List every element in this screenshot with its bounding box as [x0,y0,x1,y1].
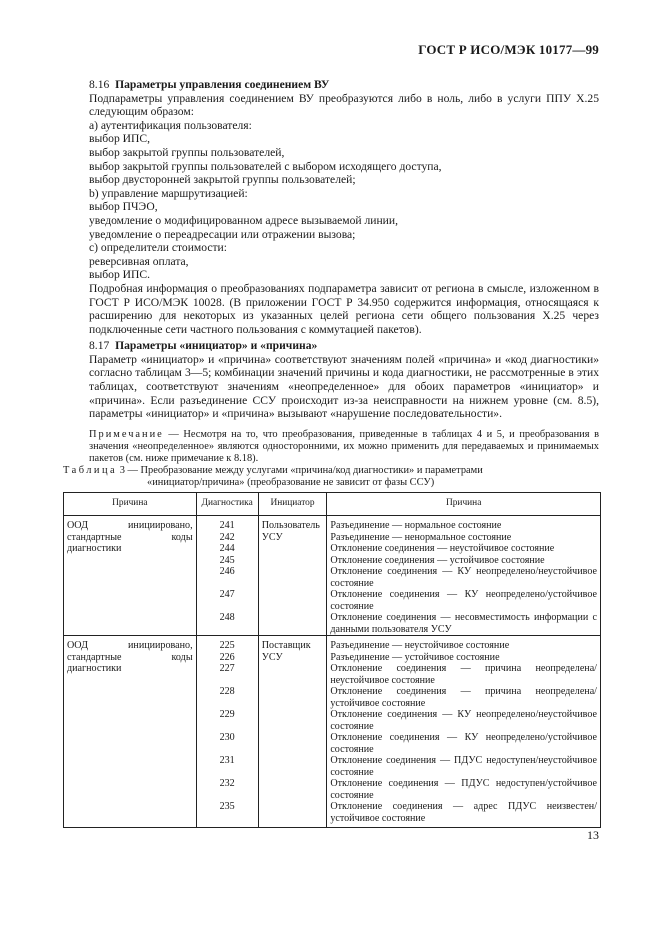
table-caption [63,465,603,489]
diagnostic-code: 245 [219,554,235,566]
table-caption-line1: 3 — Преобразование между услугами «причина/код диагностики» и параметрами [117,465,483,476]
diagnostic-code: 235 [219,801,235,812]
section-number: 8.16 [89,78,110,91]
table-row [64,636,601,828]
list-item: выбор закрытой группы пользователей с выбором исходящего доступа, [89,159,442,173]
diagnostic-code: 231 [219,755,235,766]
cause-cell: ООД инициировано, стандартные коды диагностики [64,516,197,636]
document-header: ГОСТ Р ИСО/МЭК 10177—99 [418,42,599,57]
section-8-16-heading [89,78,599,92]
diagnostic-code [200,721,255,733]
list-item: выбор двусторонней закрытой группы пользователей; [89,173,356,187]
note-label: Примечание [89,428,164,440]
diagnostic-code: 247 [219,589,235,600]
list-item: с) определители стоимости: [89,241,227,255]
list-item: уведомление о модифицированном адресе вызываемой линии, [89,213,398,227]
reason-entry: Отклонение соединения — несовместимость информации с данными пользователя УСУ [330,612,597,635]
section-8-17-heading [89,339,599,353]
diagnostic-code: 229 [219,709,235,720]
reason-entry: Отклонение соединения — причина неопределена/устойчивое состояние [330,686,597,709]
column-header: Диагностика [196,493,258,516]
table-label: Таблица [63,465,118,476]
note-text: — Несмотря на то, что преобразования, приведенные в таблицах 4 и 5, и преобразования в значения «неопределенное» являются односторонними, их можно применить для передаваемых и принимаемых пакетов (см. ниже примечание к 8.18). [89,428,599,465]
table-caption-line2: «инициатор/причина» (преобразование не зависит от фазы ССУ) [147,477,435,488]
note [89,429,599,466]
reason-entry: Отклонение соединения — КУ неопределено/устойчивое состояние [330,589,597,612]
section-8-16-detail: Подробная информация о преобразованиях подпараметра зависит от региона в смысле, изложенном в ГОСТ Р ИСО/МЭК 10028. (В приложении ГОСТ Р 34.950 содержится информация, относящаяся к расширению для некоторых из указанных целей региона сети общего пользования Х.25 через подключенные сети частного пользования с коммутацией пакетов). [89,281,599,336]
reason-entry: Отклонение соединения — ПДУС недоступен/неустойчивое состояние [330,755,597,778]
list-item: выбор ИПС. [89,268,151,282]
diagnostic-code [200,675,255,687]
section-title: Параметры «инициатор» и «причина» [115,339,318,353]
reason-entry: Разъединение — нормальное состояние [330,520,502,531]
reason-entry: Отклонение соединения — адрес ПДУС неизвестен/устойчивое состояние [330,801,597,824]
reason-entry: Разъединение — неустойчивое состояние [330,640,510,651]
reasons-cell [327,636,601,828]
codes-cell [196,516,258,636]
reason-entry: Отклонение соединения — неустойчивое состояние [330,543,555,554]
diagnostic-code: 227 [219,663,235,674]
page-number: 13 [587,828,599,842]
list-item: реверсивная оплата, [89,254,189,268]
list-item: выбор ИПС, [89,132,151,146]
column-header: Причина [327,493,601,516]
section-8-16-intro: Подпараметры управления соединением ВУ преобразуются либо в ноль, либо в услуги ППУ Х.25 следующим образом: [89,91,599,119]
diagnostic-code: 241 [219,520,235,531]
reason-entry: Отклонение соединения — устойчивое состояние [330,554,545,566]
diagnostic-code [200,790,255,802]
section-8-16-list [89,119,599,282]
diagnostic-code: 225 [219,640,235,651]
diagnostic-code [200,698,255,710]
reason-entry: Отклонение соединения — КУ неопределено/неустойчивое состояние [330,566,597,589]
reason-entry: Разъединение — ненормальное состояние [330,531,512,543]
diagnostic-code [200,767,255,779]
column-header: Инициатор [258,493,327,516]
list-item: выбор закрытой группы пользователей, [89,145,285,159]
list-item: b) управление маршрутизацией: [89,186,248,200]
codes-cell [196,636,258,828]
diagnostic-code [200,813,255,825]
list-item: выбор ПЧЭО, [89,200,158,214]
reasons-cell [327,516,601,636]
conversion-table [63,492,601,828]
list-item: уведомление о переадресации или отражении вызова; [89,227,356,241]
column-header: Причина [64,493,197,516]
table-row [64,516,601,636]
section-title: Параметры управления соединением ВУ [115,78,330,91]
initiator-cell: Пользователь УСУ [258,516,327,636]
diagnostic-code: 230 [219,732,235,743]
diagnostic-code [200,744,255,756]
diagnostic-code: 244 [219,543,235,554]
section-8-17-text: Параметр «инициатор» и «причина» соответствуют значениям полей «причина» и «код диагностики» согласно таблицам 3—5; комбинации значений причины и кода диагностики, не рассмотренные в этих таблицах, соответствуют значениям «неопределенное» для обоих параметров «инициатор» и «причина». Если разъединение ССУ происходит из-за неисправности на нижнем уровне (см. 8.5), параметры «инициатор» и «причина» вызывают «нарушение последовательности». [89,352,599,421]
diagnostic-code: 248 [219,612,235,623]
list-item: а) аутентификация пользователя: [89,118,252,132]
reason-entry: Отклонение соединения — причина неопределена/неустойчивое состояние [330,663,597,686]
initiator-cell: Поставщик УСУ [258,636,327,828]
diagnostic-code: 242 [219,531,235,543]
diagnostic-code: 246 [219,566,235,577]
diagnostic-code [200,601,255,613]
table-header-row [64,493,601,516]
diagnostic-code [200,578,255,590]
diagnostic-code: 232 [219,778,235,789]
reason-entry: Разъединение — устойчивое состояние [330,651,500,663]
diagnostic-code [200,624,255,636]
section-number: 8.17 [89,339,110,353]
main-text [89,78,599,466]
cause-cell: ООД инициировано, стандартные коды диагностики [64,636,197,828]
reason-entry: Отклонение соединения — ПДУС недоступен/устойчивое состояние [330,778,597,801]
diagnostic-code: 226 [219,651,235,663]
reason-entry: Отклонение соединения — КУ неопределено/неустойчивое состояние [330,709,597,732]
reason-entry: Отклонение соединения — КУ неопределено/устойчивое состояние [330,732,597,755]
diagnostic-code: 228 [219,686,235,697]
